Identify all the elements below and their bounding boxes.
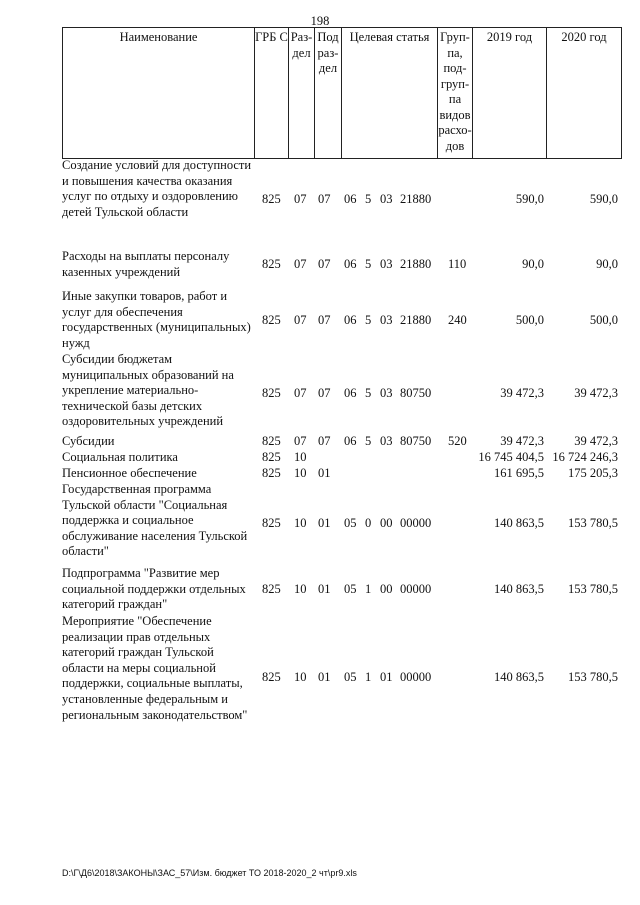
row-name: Субсидии бюджетам муниципальных образований на укрепление материально-технической базы детских оздоровительных учреждений — [62, 352, 234, 429]
cell-2019: 500,0 — [515, 313, 544, 327]
cell-t2: 5 — [365, 434, 372, 448]
cell-pr: 01 — [318, 516, 331, 530]
cell-t2: 5 — [365, 257, 372, 271]
cell-grbs: 825 — [262, 386, 281, 400]
cell-t2: 5 — [365, 386, 372, 400]
cell-t4: 21880 — [400, 257, 432, 271]
cell-t1: 06 — [344, 192, 357, 206]
header-2020: 2020 год — [561, 30, 607, 44]
cell-pr: 07 — [318, 434, 331, 448]
cell-t3: 00 — [380, 582, 393, 596]
cell-rz: 10 — [294, 516, 307, 530]
cell-t3: 03 — [380, 313, 393, 327]
cell-grbs: 825 — [262, 466, 281, 480]
cell-2020: 39 472,3 — [574, 434, 618, 448]
row-name: Государственная программа Тульской области "Социальная поддержка и социальное обслуживание населения Тульской области" — [62, 482, 248, 559]
cell-2020: 16 724 246,3 — [552, 450, 618, 464]
header-podrazdel: Под раз- дел — [315, 28, 342, 158]
cell-grbs: 825 — [262, 192, 281, 206]
cell-t3: 03 — [380, 386, 393, 400]
cell-vr: 110 — [448, 257, 467, 271]
cell-pr: 01 — [318, 670, 331, 684]
cell-rz: 10 — [294, 670, 307, 684]
table-header — [62, 27, 622, 159]
cell-2019: 90,0 — [522, 257, 544, 271]
cell-rz: 10 — [294, 582, 307, 596]
cell-pr: 01 — [318, 466, 331, 480]
row-name: Мероприятие "Обеспечение реализации прав отдельных категорий граждан Тульской области на меры социальной поддержки, социальные выплаты, установленные федеральным и региональным законодательством" — [62, 614, 248, 722]
cell-2020: 500,0 — [589, 313, 618, 327]
cell-t4: 00000 — [400, 670, 432, 684]
cell-2019: 161 695,5 — [494, 466, 544, 480]
cell-t2: 0 — [365, 516, 372, 530]
cell-grbs: 825 — [262, 434, 281, 448]
header-2019: 2019 год — [473, 28, 547, 158]
header-razdel: Раз- дел — [289, 28, 315, 158]
cell-t4: 80750 — [400, 434, 432, 448]
cell-rz: 07 — [294, 313, 307, 327]
cell-grbs: 825 — [262, 516, 281, 530]
cell-2019: 590,0 — [515, 192, 544, 206]
cell-2020: 175 205,3 — [568, 466, 618, 480]
cell-grbs: 825 — [262, 670, 281, 684]
cell-2020: 39 472,3 — [574, 386, 618, 400]
cell-t4: 00000 — [400, 516, 432, 530]
cell-t2: 5 — [365, 192, 372, 206]
cell-rz: 07 — [294, 257, 307, 271]
cell-t2: 5 — [365, 313, 372, 327]
cell-rz: 07 — [294, 386, 307, 400]
cell-2020: 90,0 — [596, 257, 618, 271]
cell-t2: 1 — [365, 582, 372, 596]
cell-grbs: 825 — [262, 313, 281, 327]
cell-t3: 03 — [380, 192, 393, 206]
cell-t1: 06 — [344, 257, 357, 271]
row-name: Подпрограмма "Развитие мер социальной поддержки отдельных категорий граждан" — [62, 566, 246, 612]
cell-pr: 07 — [318, 257, 331, 271]
header-name: Наименование — [63, 28, 255, 158]
row-name: Социальная политика — [62, 450, 178, 464]
cell-pr: 07 — [318, 192, 331, 206]
cell-grbs: 825 — [262, 582, 281, 596]
cell-2019: 140 863,5 — [494, 516, 544, 530]
header-grbs: ГРБ С — [255, 28, 289, 158]
row-name: Создание условий для доступности и повышения качества оказания услуг по отдыху и оздоровлению детей Тульской области — [62, 158, 252, 219]
cell-t1: 05 — [344, 516, 357, 530]
row-name: Субсидии — [62, 434, 115, 448]
cell-vr: 240 — [448, 313, 467, 327]
cell-grbs: 825 — [262, 450, 281, 464]
cell-rz: 07 — [294, 434, 307, 448]
cell-2019: 39 472,3 — [500, 434, 544, 448]
page-number: 198 — [310, 14, 330, 28]
row-name: Иные закупки товаров, работ и услуг для обеспечения государственных (муниципальных) нужд — [62, 289, 251, 350]
header-target: Целевая статья — [342, 28, 438, 158]
cell-2020: 153 780,5 — [568, 516, 618, 530]
cell-t1: 05 — [344, 582, 357, 596]
cell-pr: 07 — [318, 386, 331, 400]
cell-t4: 21880 — [400, 313, 432, 327]
cell-rz: 10 — [294, 466, 307, 480]
cell-2019: 39 472,3 — [500, 386, 544, 400]
file-path-footer: D:\Г\Д6\2018\ЗАКОНЫ\ЗАС_57\Изм. бюджет ТО 2018-2020_2 чт\pr9.xls — [62, 868, 357, 878]
cell-2019: 140 863,5 — [494, 582, 544, 596]
cell-t1: 06 — [344, 313, 357, 327]
row-name: Пенсионное обеспечение — [62, 466, 197, 480]
row-name: Расходы на выплаты персоналу казенных учреждений — [62, 249, 230, 279]
cell-t1: 05 — [344, 670, 357, 684]
cell-2020: 153 780,5 — [568, 670, 618, 684]
cell-2019: 16 745 404,5 — [478, 450, 544, 464]
cell-t1: 06 — [344, 434, 357, 448]
cell-t3: 00 — [380, 516, 393, 530]
cell-t3: 01 — [380, 670, 393, 684]
cell-2020: 153 780,5 — [568, 582, 618, 596]
cell-grbs: 825 — [262, 257, 281, 271]
cell-t3: 03 — [380, 257, 393, 271]
cell-t2: 1 — [365, 670, 372, 684]
cell-t1: 06 — [344, 386, 357, 400]
cell-rz: 07 — [294, 192, 307, 206]
cell-pr: 07 — [318, 313, 331, 327]
cell-2020: 590,0 — [589, 192, 618, 206]
cell-t4: 80750 — [400, 386, 432, 400]
cell-t3: 03 — [380, 434, 393, 448]
cell-2019: 140 863,5 — [494, 670, 544, 684]
cell-rz: 10 — [294, 450, 307, 464]
header-group: Груп- па, под- груп- па видов расхо- дов — [438, 28, 473, 158]
cell-vr: 520 — [448, 434, 467, 448]
cell-pr: 01 — [318, 582, 331, 596]
cell-t4: 21880 — [400, 192, 432, 206]
cell-t4: 00000 — [400, 582, 432, 596]
